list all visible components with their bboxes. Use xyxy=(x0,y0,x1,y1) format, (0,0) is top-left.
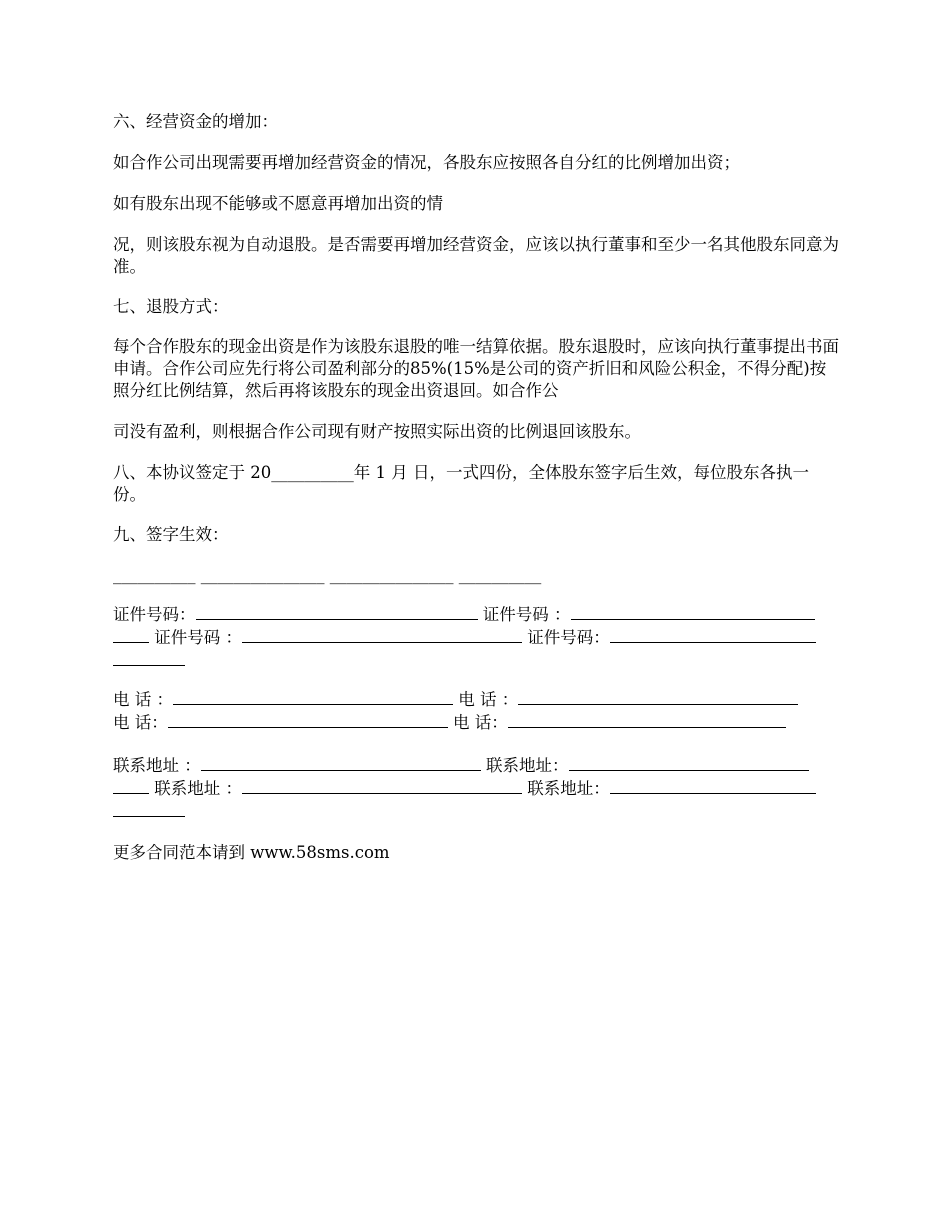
address-block xyxy=(113,754,840,823)
phone-field-1[interactable] xyxy=(173,688,453,705)
section6-paragraph-2: 如有股东出现不能够或不愿意再增加出资的情 xyxy=(113,194,443,213)
phone-field-2[interactable] xyxy=(518,688,798,705)
phone-block xyxy=(113,688,840,734)
addr-label-4: 联系地址： xyxy=(527,779,610,798)
id-label-3: 证件号码 ： xyxy=(154,628,242,647)
addr-label-3: 联系地址 ： xyxy=(154,779,242,798)
id-label-1: 证件号码： xyxy=(113,605,196,624)
section7-paragraph-1: 每个合作股东的现金出资是作为该股东退股的唯一结算依据。股东退股时，应该向执行董事提出书面申请。合作公司应先行将公司盈利部分的85%(15%是公司的资产折旧和风险公积金，不得分配)按照分红比例结算，然后再将该股东的现金出资退回。如合作公 xyxy=(113,337,839,400)
addr-label-2: 联系地址： xyxy=(486,756,569,775)
phone-label-2: 电 话 ： xyxy=(458,690,519,709)
id-field-2[interactable] xyxy=(571,603,815,620)
phone-field-4[interactable] xyxy=(508,711,786,728)
section9-heading: 九、签字生效： xyxy=(113,525,229,544)
phone-field-3[interactable] xyxy=(168,711,448,728)
section6-heading: 六、经营资金的增加： xyxy=(113,112,278,131)
phone-label-3: 电 话： xyxy=(113,713,168,732)
section6-paragraph-1: 如合作公司出现需要再增加经营资金的情况，各股东应按照各自分红的比例增加出资； xyxy=(113,153,740,172)
addr-field-3[interactable] xyxy=(242,777,522,794)
id-field-3[interactable] xyxy=(242,626,522,643)
section6-paragraph-3: 况，则该股东视为自动退股。是否需要再增加经营资金，应该以执行董事和至少一名其他股东同意为准。 xyxy=(113,235,839,276)
addr-field-1[interactable] xyxy=(201,754,481,771)
section7-paragraph-2: 司没有盈利，则根据合作公司现有财产按照实际出资的比例退回该股东。 xyxy=(113,422,641,441)
addr-field-2-cont xyxy=(113,777,149,794)
id-field-2-cont xyxy=(113,626,149,643)
signature-lines: __________ _______________ _______________ __________ xyxy=(113,565,542,584)
phone-label-4: 电 话： xyxy=(453,713,508,732)
id-number-block xyxy=(113,603,840,672)
id-label-4: 证件号码： xyxy=(527,628,610,647)
id-label-2: 证件号码 ： xyxy=(482,605,571,624)
addr-field-4[interactable] xyxy=(610,777,816,794)
section7-heading: 七、退股方式： xyxy=(113,297,229,316)
footer-link-text: 更多合同范本请到 www.58sms.com xyxy=(113,843,390,862)
id-field-1[interactable] xyxy=(196,603,478,620)
id-field-4[interactable] xyxy=(610,626,816,643)
phone-label-1: 电 话 ： xyxy=(113,690,173,709)
id-field-4-cont xyxy=(113,649,185,666)
section8-text: 八、本协议签定于 20__________年 1 月 日，一式四份，全体股东签字后生效，每位股东各执一份。 xyxy=(113,463,809,504)
addr-label-1: 联系地址 ： xyxy=(113,756,201,775)
addr-field-4-cont xyxy=(113,800,185,817)
addr-field-2[interactable] xyxy=(569,754,809,771)
